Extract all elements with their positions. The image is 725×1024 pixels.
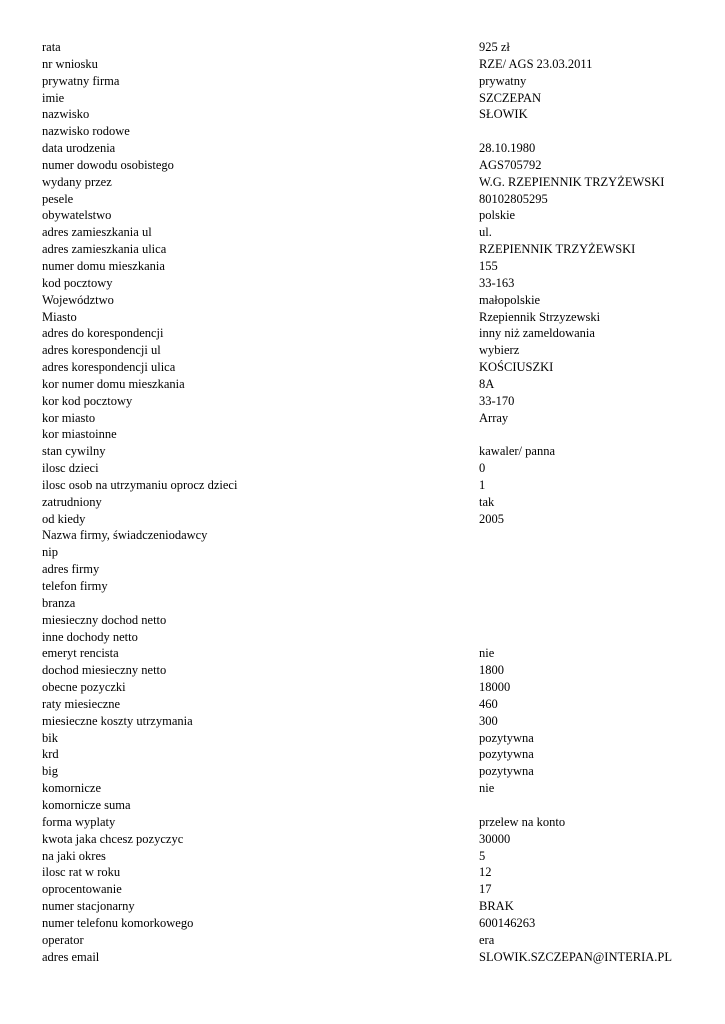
field-value: SŁOWIK <box>479 107 528 122</box>
field-label: krd <box>42 747 59 762</box>
field-row <box>42 123 712 140</box>
field-value: SLOWIK.SZCZEPAN@INTERIA.PL <box>479 949 672 964</box>
field-row <box>42 763 712 780</box>
field-label: kor miastoinne <box>42 427 117 442</box>
field-row <box>42 578 712 595</box>
field-label: adres zamieszkania ul <box>42 225 152 240</box>
field-value: 12 <box>479 865 492 880</box>
field-row <box>42 460 712 477</box>
field-label: numer domu mieszkania <box>42 258 165 273</box>
field-label: na jaki okres <box>42 848 106 863</box>
field-value: 600146263 <box>479 915 536 930</box>
field-value: 30000 <box>479 831 511 846</box>
field-row <box>42 629 712 646</box>
field-row <box>42 258 712 275</box>
field-label: imie <box>42 90 65 105</box>
field-label: dochod miesieczny netto <box>42 663 167 678</box>
field-label: obecne pozyczki <box>42 680 126 695</box>
field-label: adres korespondencji ulica <box>42 360 176 375</box>
field-value: SZCZEPAN <box>479 90 542 105</box>
field-row <box>42 511 712 528</box>
field-label: numer telefonu komorkowego <box>42 915 194 930</box>
field-value: nie <box>479 781 495 796</box>
field-label: prywatny firma <box>42 73 120 88</box>
field-label: numer dowodu osobistego <box>42 157 174 172</box>
field-row <box>42 342 712 359</box>
field-label: bik <box>42 730 58 745</box>
field-label: obywatelstwo <box>42 208 112 223</box>
field-row <box>42 359 712 376</box>
field-label: data urodzenia <box>42 141 116 156</box>
field-row <box>42 797 712 814</box>
field-label: stan cywilny <box>42 444 106 459</box>
field-label: zatrudniony <box>42 494 102 509</box>
field-label: adres do korespondencji <box>42 326 164 341</box>
field-label: ilosc osob na utrzymaniu oprocz dzieci <box>42 477 238 492</box>
field-row <box>42 309 712 326</box>
field-row <box>42 477 712 494</box>
field-value: 155 <box>479 258 498 273</box>
field-row <box>42 713 712 730</box>
field-value: 80102805295 <box>479 191 548 206</box>
field-label: operator <box>42 932 84 947</box>
field-value: 1 <box>479 477 486 492</box>
field-row <box>42 527 712 544</box>
field-row <box>42 780 712 797</box>
field-value: prywatny <box>479 73 527 88</box>
field-row <box>42 393 712 410</box>
field-row <box>42 696 712 713</box>
field-value: Rzepiennik Strzyzewski <box>479 309 601 324</box>
field-row <box>42 140 712 157</box>
field-value: ul. <box>479 225 492 240</box>
field-row <box>42 645 712 662</box>
field-row <box>42 595 712 612</box>
field-label: adres email <box>42 949 100 964</box>
field-row <box>42 275 712 292</box>
field-label: branza <box>42 595 76 610</box>
field-label: oprocentowanie <box>42 882 122 897</box>
field-label: komornicze suma <box>42 797 131 812</box>
field-value: 5 <box>479 848 486 863</box>
field-value: kawaler/ panna <box>479 444 556 459</box>
field-label: ilosc dzieci <box>42 461 99 476</box>
field-value: pozytywna <box>479 764 534 779</box>
field-label: inne dochody netto <box>42 629 138 644</box>
field-row <box>42 612 712 629</box>
field-value: 28.10.1980 <box>479 141 536 156</box>
field-row <box>42 679 712 696</box>
field-value: W.G. RZEPIENNIK TRZYŻEWSKI <box>479 174 665 189</box>
field-row <box>42 224 712 241</box>
field-row <box>42 106 712 123</box>
field-row <box>42 157 712 174</box>
field-value: AGS705792 <box>479 157 542 172</box>
field-label: raty miesieczne <box>42 696 121 711</box>
field-label: adres korespondencji ul <box>42 343 161 358</box>
field-row <box>42 662 712 679</box>
field-row <box>42 39 712 56</box>
field-value: 925 zł <box>479 40 510 54</box>
field-value: KOŚCIUSZKI <box>479 360 554 375</box>
field-row <box>42 848 712 865</box>
field-row <box>42 207 712 224</box>
field-row <box>42 949 712 966</box>
field-row <box>42 73 712 90</box>
field-label: Województwo <box>42 292 114 307</box>
field-value: 33-170 <box>479 393 515 408</box>
field-label: nazwisko rodowe <box>42 124 130 139</box>
field-label: nip <box>42 545 58 560</box>
loan-application-document <box>42 39 712 965</box>
field-label: forma wyplaty <box>42 814 116 829</box>
field-label: nr wniosku <box>42 56 98 71</box>
field-row <box>42 544 712 561</box>
field-label: ilosc rat w roku <box>42 865 121 880</box>
field-label: komornicze <box>42 781 102 796</box>
field-value: 8A <box>479 376 495 391</box>
field-row <box>42 191 712 208</box>
field-value: 1800 <box>479 663 504 678</box>
field-row <box>42 376 712 393</box>
field-value: 2005 <box>479 511 504 526</box>
field-value: 18000 <box>479 680 511 695</box>
field-label: telefon firmy <box>42 579 108 593</box>
field-value: 33-163 <box>479 275 515 290</box>
field-value: tak <box>479 494 495 509</box>
field-row <box>42 746 712 763</box>
field-row <box>42 898 712 915</box>
field-label: emeryt rencista <box>42 646 119 661</box>
field-label: wydany przez <box>42 174 112 189</box>
field-label: kor kod pocztowy <box>42 393 133 408</box>
field-value: pozytywna <box>479 730 534 745</box>
field-row <box>42 814 712 831</box>
field-row <box>42 494 712 511</box>
field-row <box>42 915 712 932</box>
field-label: Nazwa firmy, świadczeniodawcy <box>42 528 208 543</box>
field-value: 17 <box>479 882 492 897</box>
field-label: adres zamieszkania ulica <box>42 242 167 257</box>
field-row <box>42 174 712 191</box>
field-row <box>42 864 712 881</box>
field-value: BRAK <box>479 899 514 914</box>
field-label: miesieczne koszty utrzymania <box>42 713 193 728</box>
field-row <box>42 292 712 309</box>
field-value: nie <box>479 646 495 661</box>
field-row <box>42 881 712 898</box>
field-value: RZE/ AGS 23.03.2011 <box>479 56 593 71</box>
field-row <box>42 831 712 848</box>
field-value: przelew na konto <box>479 814 566 829</box>
field-label: big <box>42 764 58 779</box>
field-label: kod pocztowy <box>42 275 113 290</box>
field-value: pozytywna <box>479 747 534 762</box>
field-label: kor miasto <box>42 410 96 425</box>
field-row <box>42 90 712 107</box>
field-value: 300 <box>479 713 498 728</box>
field-label: miesieczny dochod netto <box>42 612 167 627</box>
field-value: 460 <box>479 696 498 711</box>
field-row <box>42 56 712 73</box>
field-label: kor numer domu mieszkania <box>42 376 185 391</box>
field-row <box>42 325 712 342</box>
field-value: Array <box>479 410 509 425</box>
field-label: adres firmy <box>42 562 100 577</box>
field-label: numer stacjonarny <box>42 899 135 914</box>
field-value: wybierz <box>479 343 520 358</box>
field-row <box>42 730 712 747</box>
field-value: polskie <box>479 208 516 223</box>
field-row <box>42 410 712 427</box>
field-label: nazwisko <box>42 107 90 122</box>
field-label: kwota jaka chcesz pozyczyc <box>42 831 184 846</box>
field-value: małopolskie <box>479 292 541 307</box>
field-row <box>42 443 712 460</box>
field-label: rata <box>42 40 61 54</box>
field-value: inny niż zameldowania <box>479 326 595 341</box>
field-value: era <box>479 932 495 947</box>
field-row <box>42 932 712 949</box>
field-row <box>42 561 712 578</box>
field-row <box>42 426 712 443</box>
field-label: Miasto <box>42 309 77 324</box>
field-value: RZEPIENNIK TRZYŻEWSKI <box>479 242 636 257</box>
field-label: pesele <box>42 191 74 206</box>
field-label: od kiedy <box>42 511 86 526</box>
field-value: 0 <box>479 461 486 476</box>
field-row <box>42 241 712 258</box>
